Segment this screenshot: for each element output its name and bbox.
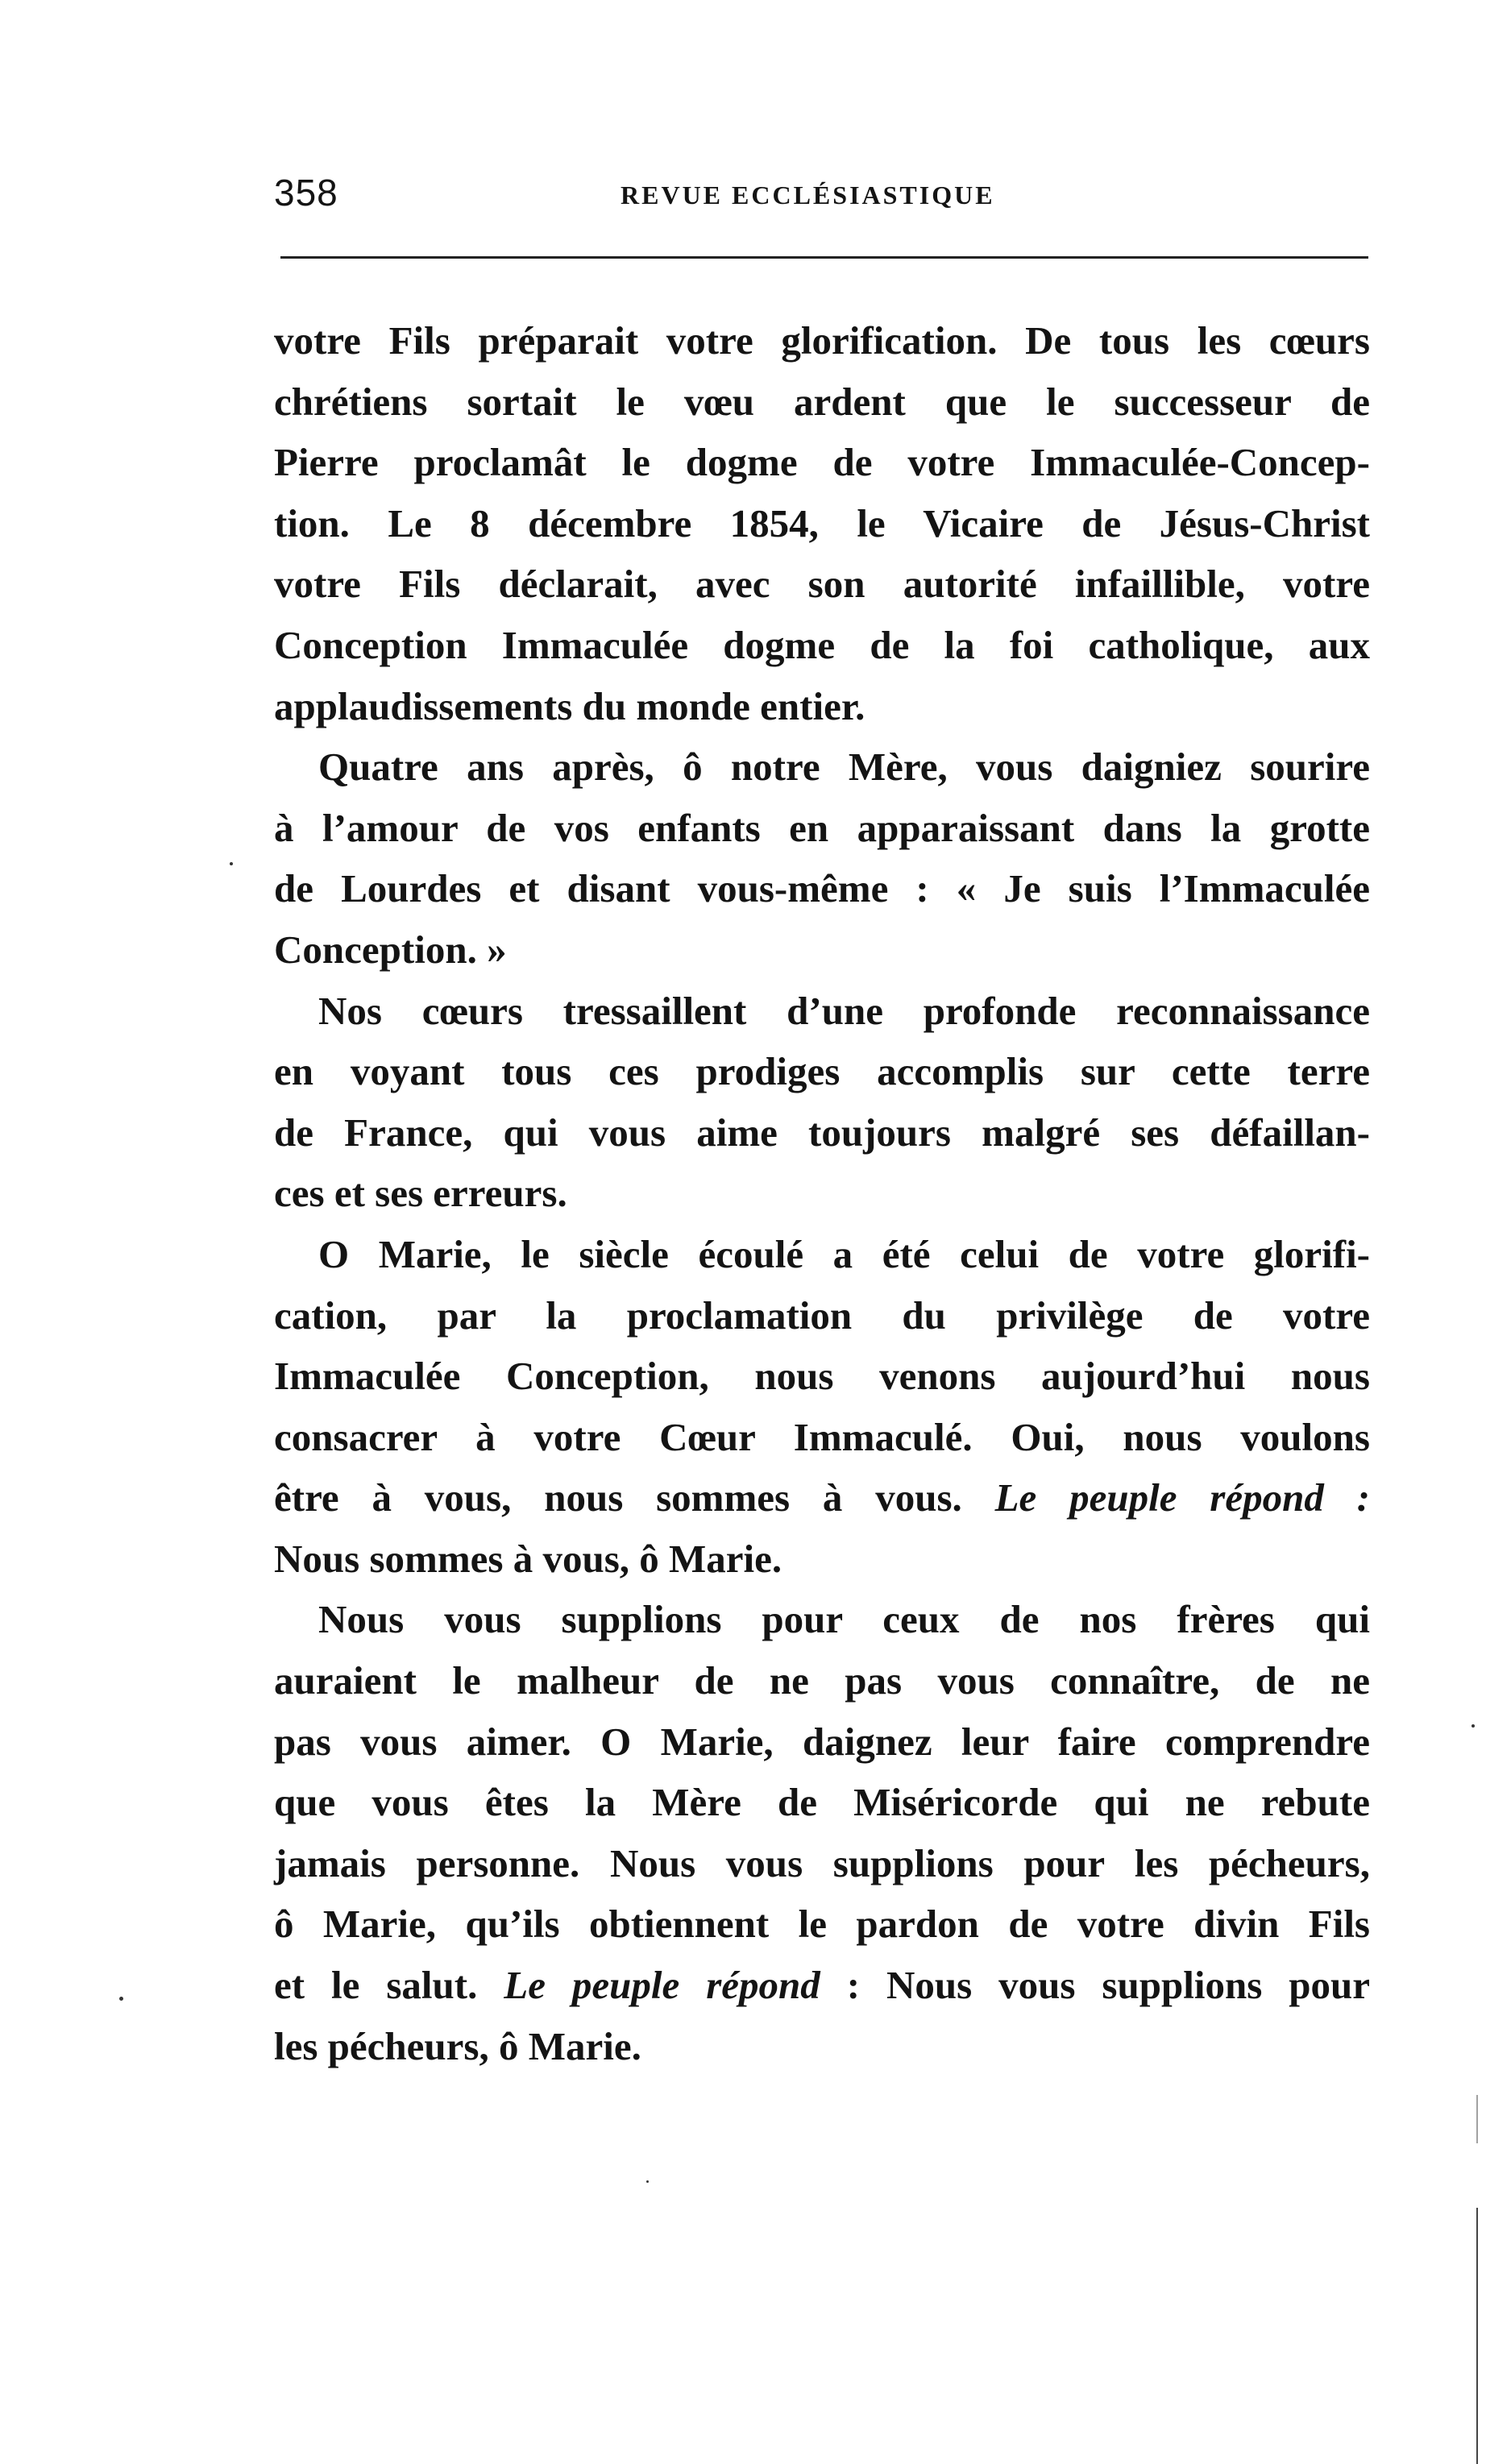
text-line: ces et ses erreurs. (274, 1171, 567, 1216)
page-edge-mark (1476, 2095, 1478, 2143)
text-line: Nos cœurs tressaillent d’une profonde reconnaissance (318, 988, 1370, 1033)
scan-speck (119, 1997, 123, 2001)
text-line: en voyant tous ces prodiges accomplis sur cette terre (274, 1049, 1370, 1094)
text-line: consacrer à votre Cœur Immaculé. Oui, nous voulons (274, 1414, 1370, 1459)
text-line: Conception. » (274, 927, 507, 972)
page-header (274, 171, 1370, 219)
page-number: 358 (274, 172, 338, 214)
text-line: Quatre ans après, ô notre Mère, vous daigniez sourire (318, 745, 1370, 790)
paragraph-1 (274, 310, 1370, 736)
paragraph-5 (274, 1589, 1370, 2076)
page-edge-mark (1476, 2208, 1478, 2464)
text-line: Immaculée Conception, nous venons aujourd’hui nous (274, 1354, 1370, 1399)
text-line: O Marie, le siècle écoulé a été celui de votre glorifi- (318, 1231, 1370, 1276)
text-line: votre Fils préparait votre glorification. De tous les cœurs (274, 318, 1370, 363)
scan-speck (230, 862, 233, 865)
text-line: tion. Le 8 décembre 1854, le Vicaire de Jésus-Christ (274, 500, 1370, 545)
text-line: Nous vous supplions pour ceux de nos frères qui (318, 1597, 1370, 1642)
scan-speck (646, 2180, 649, 2183)
text-line: Nous sommes à vous, ô Marie. (274, 1536, 782, 1581)
text-line: votre Fils déclarait, avec son autorité infaillible, votre (274, 562, 1370, 607)
line-text: : Nous vous supplions pour (846, 1963, 1371, 2008)
text-line: auraient le malheur de ne pas vous connaître, de ne (274, 1658, 1370, 1703)
text-line: ô Marie, qu’ils obtiennent le pardon de votre divin Fils (274, 1902, 1370, 1947)
paragraph-3 (274, 981, 1370, 1224)
line-text: et le salut. (274, 1963, 478, 2008)
text-line: de France, qui vous aime toujours malgré ses défaillan- (274, 1110, 1370, 1155)
body-text (274, 310, 1370, 2076)
text-line: que vous êtes la Mère de Miséricorde qui ne rebute (274, 1780, 1370, 1825)
line-text: être à vous, nous sommes à vous. (274, 1475, 962, 1520)
response-rubric: Le peuple répond (504, 1963, 820, 2008)
scan-speck (1471, 1724, 1475, 1728)
text-line: chrétiens sortait le vœu ardent que le successeur de (274, 379, 1370, 424)
text-line: à l’amour de vos enfants en apparaissant dans la grotte (274, 805, 1370, 850)
text-line: de Lourdes et disant vous-même : « Je suis l’Immaculée (274, 866, 1370, 911)
paragraph-4 (274, 1224, 1370, 1590)
text-line: applaudissements du monde entier. (274, 683, 865, 728)
response-rubric: Le peuple répond : (994, 1475, 1370, 1520)
text-line: Pierre proclamât le dogme de votre Immaculée-Concep- (274, 440, 1370, 485)
text-line: les pécheurs, ô Marie. (274, 2023, 641, 2068)
text-line: jamais personne. Nous vous supplions pour les pécheurs, (274, 1840, 1370, 1885)
header-rule (280, 256, 1368, 259)
paragraph-2 (274, 736, 1370, 980)
text-line-with-response (274, 1467, 1370, 1529)
text-line: cation, par la proclamation du privilège de votre (274, 1292, 1370, 1338)
text-line-with-response (274, 1955, 1370, 2016)
text-line: Conception Immaculée dogme de la foi catholique, aux (274, 622, 1370, 667)
text-line: pas vous aimer. O Marie, daignez leur faire comprendre (274, 1719, 1370, 1764)
running-title: REVUE ECCLÉSIASTIQUE (621, 180, 995, 209)
